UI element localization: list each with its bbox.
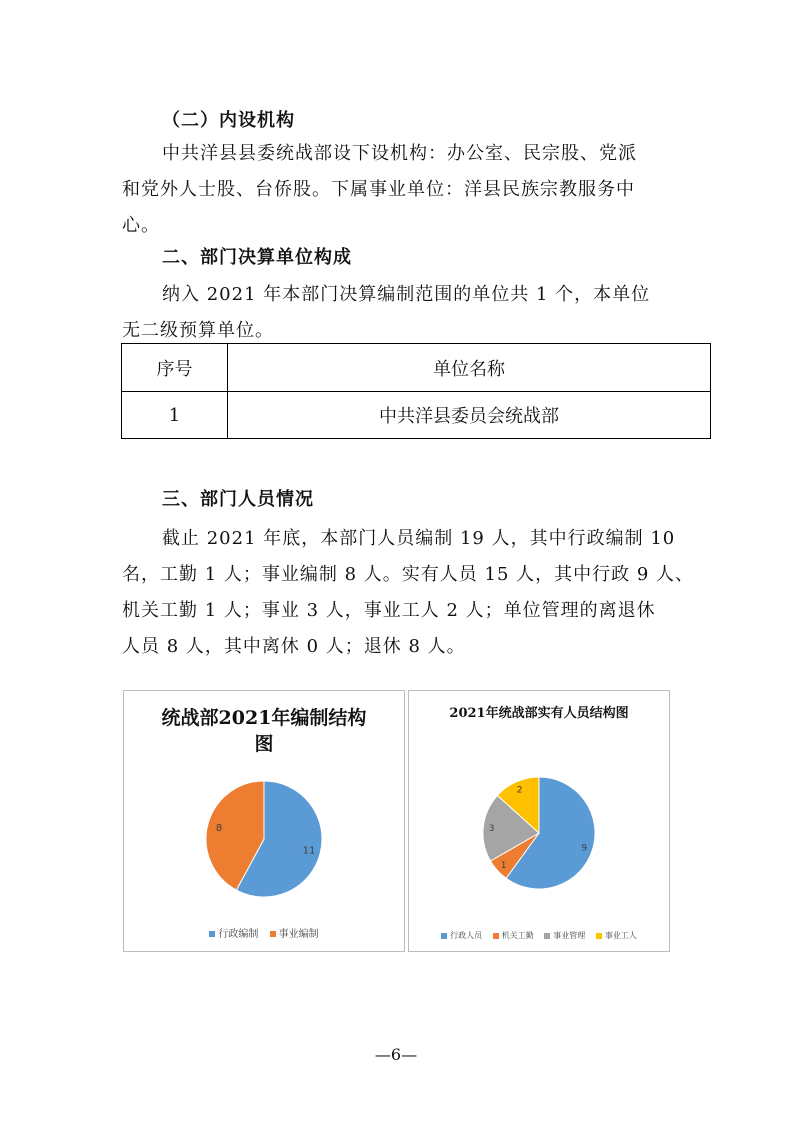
table-cell-index: 1 xyxy=(122,392,228,439)
units-table xyxy=(121,343,711,439)
pie-data-label: 1 xyxy=(500,860,507,871)
subsection-heading-internal-structure: （二）内设机构 xyxy=(162,110,295,131)
table-row xyxy=(122,392,711,439)
chart-title xyxy=(124,705,404,757)
paragraph-line: 机关工勤 1 人；事业 3 人，事业工人 2 人；单位管理的离退休 xyxy=(122,600,656,621)
legend-swatch xyxy=(209,931,215,937)
table-header-index: 序号 xyxy=(122,344,228,392)
legend-item xyxy=(544,930,585,941)
pie-data-label: 2 xyxy=(516,785,523,796)
page-number: —6— xyxy=(374,1045,418,1064)
paragraph-line: 中共洋县县委统战部设下设机构：办公室、民宗股、党派 xyxy=(162,143,637,164)
legend-label: 事业编制 xyxy=(278,929,319,940)
chart-establishment-structure xyxy=(123,690,405,952)
legend-label: 事业管理 xyxy=(553,931,586,940)
chart-actual-staff-structure xyxy=(408,690,670,952)
legend-item xyxy=(270,925,319,940)
legend-item xyxy=(209,925,258,940)
legend-swatch xyxy=(596,933,602,939)
chart-title xyxy=(409,705,669,723)
pie-data-label: 3 xyxy=(488,824,495,835)
legend-label: 行政人员 xyxy=(450,931,483,940)
paragraph-line: 人员 8 人，其中离休 0 人；退休 8 人。 xyxy=(122,636,466,657)
legend-item xyxy=(493,930,534,941)
legend-item xyxy=(596,930,637,941)
table-header-unit-name: 单位名称 xyxy=(228,344,711,392)
paragraph-line: 名，工勤 1 人；事业编制 8 人。实有人员 15 人，其中行政 9 人、 xyxy=(122,564,695,585)
paragraph-line: 无二级预算单位。 xyxy=(122,320,274,341)
legend-swatch xyxy=(493,933,499,939)
legend-swatch xyxy=(270,931,276,937)
paragraph-line: 心。 xyxy=(122,215,160,236)
pie-data-label: 9 xyxy=(581,843,588,854)
pie-chart-actual-staff xyxy=(409,729,669,939)
chart-title-line: 统战部2021年编制结构 xyxy=(161,707,367,729)
section-heading-personnel: 三、部门人员情况 xyxy=(162,489,314,510)
table-header-row xyxy=(122,344,711,392)
legend-swatch xyxy=(441,933,447,939)
legend-swatch xyxy=(544,933,550,939)
paragraph-personnel xyxy=(122,521,695,665)
paragraph-units xyxy=(122,277,682,349)
chart-title-line: 2021年统战部实有人员结构图 xyxy=(449,706,629,721)
paragraph-line: 和党外人士股、台侨股。下属事业单位：洋县民族宗教服务中 xyxy=(122,179,635,200)
chart-legend xyxy=(409,930,669,941)
table-cell-unit-name: 中共洋县委员会统战部 xyxy=(228,392,711,439)
pie-data-label: 8 xyxy=(215,822,223,834)
section-heading-units: 二、部门决算单位构成 xyxy=(162,247,352,268)
legend-label: 事业工人 xyxy=(604,931,637,940)
chart-legend xyxy=(124,925,404,940)
paragraph-line: 截止 2021 年底，本部门人员编制 19 人，其中行政编制 10 xyxy=(162,528,676,549)
legend-item xyxy=(441,930,482,941)
legend-label: 机关工勤 xyxy=(501,931,534,940)
pie-data-label: 11 xyxy=(302,845,316,857)
paragraph-line: 纳入 2021 年本部门决算编制范围的单位共 1 个，本单位 xyxy=(162,284,651,305)
chart-title-line: 图 xyxy=(254,733,274,755)
legend-label: 行政编制 xyxy=(218,929,259,940)
paragraph-internal-structure xyxy=(122,136,682,244)
